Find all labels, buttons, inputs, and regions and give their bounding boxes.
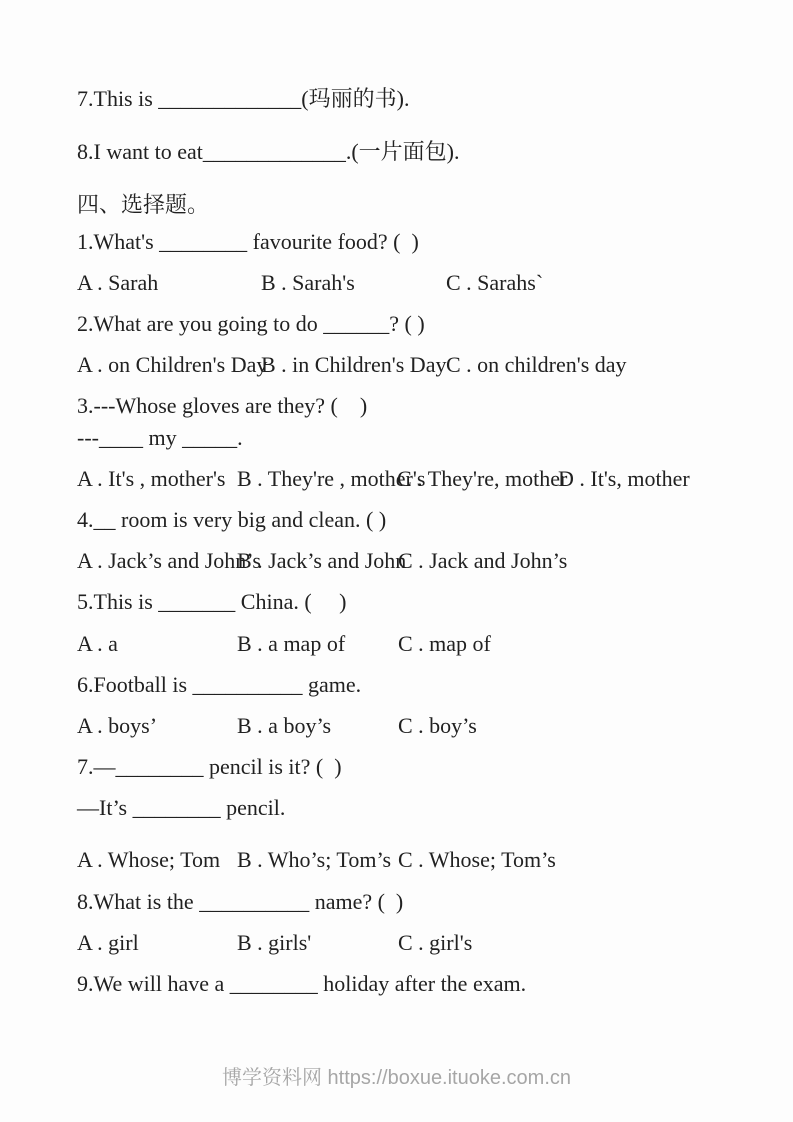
question-6-stem: 6.Football is __________ game.: [77, 672, 362, 697]
question-8-options: [77, 932, 472, 954]
option-d: D . It's, mother: [558, 466, 690, 491]
question-3-stem-line2: ---____ my _____.: [77, 425, 243, 450]
fill-blank-item-7: 7.This is _____________(玛丽的书).: [77, 86, 410, 111]
question-2-options: [77, 354, 627, 376]
question-3-options: [77, 468, 690, 490]
option-a: A . Sarah: [77, 270, 159, 295]
option-b: B . a map of: [237, 631, 346, 656]
option-a: A . Whose; Tom: [77, 847, 221, 872]
question-1-options: [77, 272, 543, 294]
question-3-stem: 3.---Whose gloves are they? ( ): [77, 393, 368, 418]
option-a: A . It's , mother's: [77, 466, 226, 491]
option-c: C . girl's: [398, 930, 473, 955]
option-c: C . Jack and John’s: [398, 548, 568, 573]
question-4-options: [77, 550, 567, 572]
option-b: B . They're , mother's: [237, 466, 426, 491]
question-2-stem: 2.What are you going to do ______? ( ): [77, 311, 425, 336]
option-c: C . They're, mother: [397, 466, 568, 491]
footer-watermark: 博学资料网 https://boxue.ituoke.com.cn: [221, 1067, 572, 1089]
option-c: C . map of: [398, 631, 491, 656]
option-c: C . Whose; Tom’s: [398, 847, 556, 872]
question-5-options: [77, 633, 491, 655]
question-8-stem: 8.What is the __________ name? ( ): [77, 889, 404, 914]
option-c: C . boy’s: [398, 713, 477, 738]
question-7-stem: 7.—________ pencil is it? ( ): [77, 754, 342, 779]
question-7-stem-line2: —It’s ________ pencil.: [77, 795, 286, 820]
option-a: A . on Children's Day: [77, 352, 268, 377]
fill-blank-item-8: 8.I want to eat_____________.(一片面包).: [77, 139, 460, 164]
option-a: A . Jack’s and John’s: [77, 548, 261, 573]
option-c: C . on children's day: [446, 352, 627, 377]
question-5-stem: 5.This is _______ China. ( ): [77, 589, 347, 614]
option-a: A . girl: [77, 930, 139, 955]
section-title: 四、选择题。: [77, 192, 210, 217]
question-4-stem: 4.__ room is very big and clean. ( ): [77, 507, 387, 532]
option-b: B . Jack’s and John: [237, 548, 407, 573]
option-a: A . a: [77, 631, 118, 656]
question-1-stem: 1.What's ________ favourite food? ( ): [77, 229, 419, 254]
option-b: B . in Children's Day: [261, 352, 447, 377]
question-9-stem: 9.We will have a ________ holiday after the exam.: [77, 971, 527, 996]
question-7-options: [77, 849, 556, 871]
option-b: B . Who’s; Tom’s: [237, 847, 392, 872]
option-b: B . a boy’s: [237, 713, 332, 738]
option-b: B . Sarah's: [261, 270, 355, 295]
option-a: A . boys’: [77, 713, 158, 738]
option-c: C . Sarahs`: [446, 270, 544, 295]
option-b: B . girls': [237, 930, 312, 955]
question-6-options: [77, 715, 477, 737]
